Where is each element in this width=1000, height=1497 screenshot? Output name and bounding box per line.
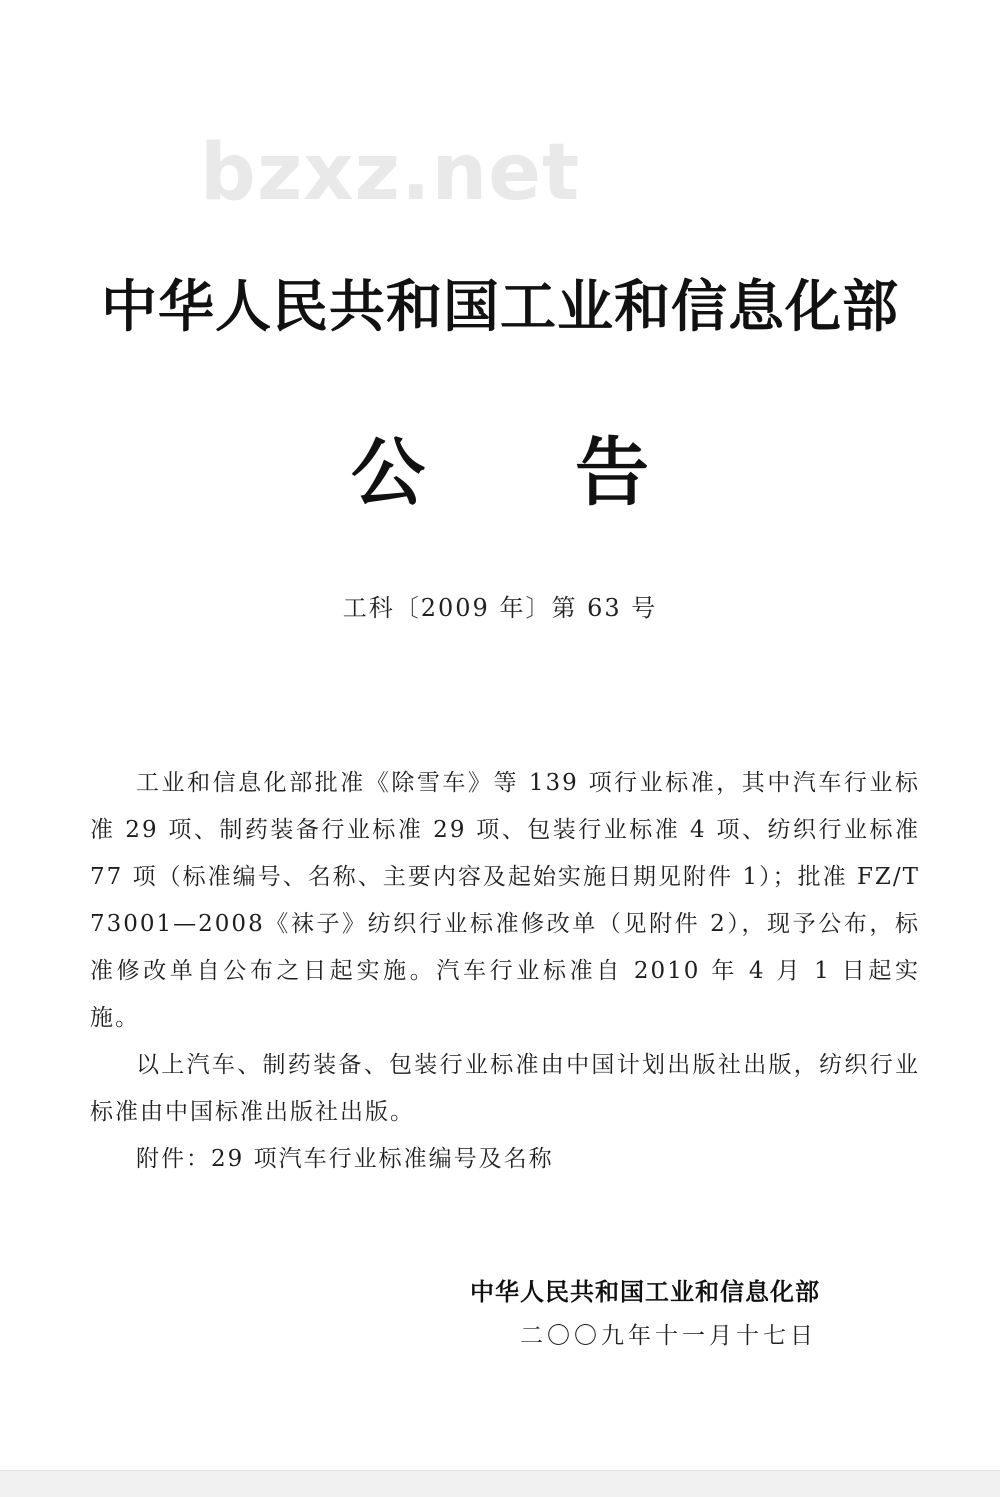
notice-body (90, 760, 920, 1183)
notice-title (0, 428, 1000, 518)
notice-title-left: 公 (351, 430, 425, 516)
body-paragraph-1: 工业和信息化部批准《除雪车》等 139 项行业标准，其中汽车行业标准 29 项、制药装备行业标准 29 项、包装行业标准 4 项、纺织行业标准 77 项（标准编号、名称、主要内容及起始实施日期见附件 1）；批准 FZ/T 73001—2008《袜子》纺织行业标准修改单（见附件 2），现予公布，标准修改单自公布之日起实施。汽车行业标准自 2010 年 4 月 1 日起实施。 (90, 770, 920, 1031)
signature-date: 二〇〇九年十一月十七日 (520, 1323, 817, 1349)
watermark: bzxz.net (200, 128, 581, 218)
ministry-title: 中华人民共和国工业和信息化部 (101, 275, 899, 340)
document-number: 工科〔2009 年〕第 63 号 (342, 594, 658, 622)
signature-organization: 中华人民共和国工业和信息化部 (470, 1278, 820, 1306)
notice-title-right: 告 (575, 430, 649, 516)
body-paragraph-2: 以上汽车、制药装备、包装行业标准由中国计划出版社出版，纺织行业标准由中国标准出版社出版。 (90, 1052, 920, 1125)
attachment-line: 附件：29 项汽车行业标准编号及名称 (136, 1146, 554, 1172)
page-bottom-strip (0, 1470, 1000, 1497)
